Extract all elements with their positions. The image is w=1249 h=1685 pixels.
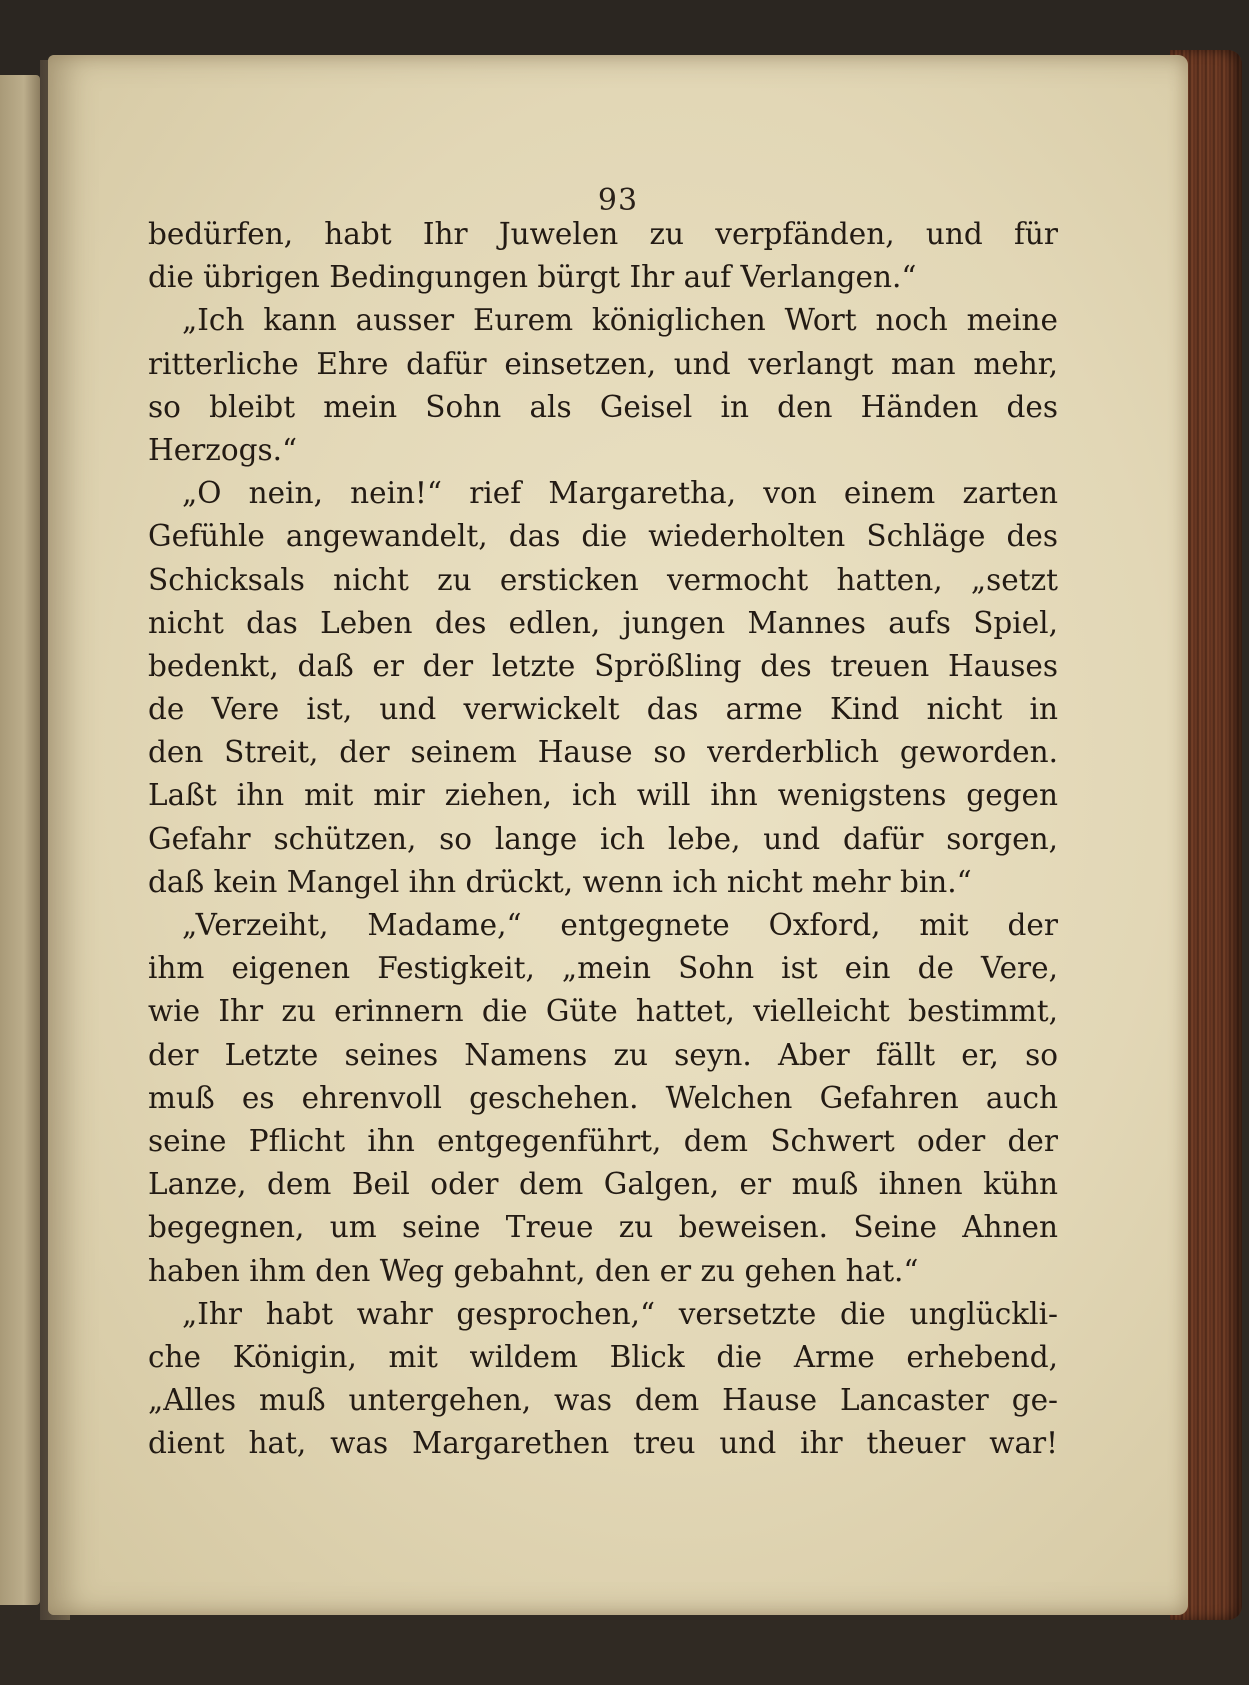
left-page-edge	[0, 75, 40, 1605]
text-line: „Verzeiht, Madame,“ entgegnete Oxford, mit der	[182, 908, 1058, 942]
text-line: die übrigen Bedingungen bürgt Ihr auf Verlangen.“	[148, 260, 917, 295]
text-line: Herzogs.“	[148, 432, 298, 467]
text-line: „Ihr habt wahr gesprochen,“ versetzte die unglückli-	[182, 1296, 1058, 1331]
text-line: daß kein Mangel ihn drückt, wenn ich nicht mehr bin.“	[148, 864, 972, 899]
text-line: ihm eigenen Festigkeit, „mein Sohn ist ein de Vere,	[148, 951, 1058, 986]
page-text	[148, 213, 1058, 1465]
text-line: der Letzte seines Namens zu seyn. Aber fällt er, so	[148, 1037, 1058, 1072]
text-line: Gefahr schützen, so lange ich lebe, und dafür sorgen,	[148, 821, 1058, 856]
text-line: muß es ehrenvoll geschehen. Welchen Gefahren auch	[148, 1080, 1058, 1115]
text-line: begegnen, um seine Treue zu beweisen. Seine Ahnen	[148, 1210, 1058, 1245]
text-line: „O nein, nein!“ rief Margaretha, von einem zarten	[182, 476, 1058, 511]
text-line: „Alles muß untergehen, was dem Hause Lancaster ge-	[148, 1383, 1058, 1418]
text-line: bedürfen, habt Ihr Juwelen zu verpfänden, und für	[148, 217, 1058, 251]
text-line: Schicksals nicht zu ersticken vermocht hatten, „setzt	[148, 562, 1058, 597]
text-line: bedenkt, daß er der letzte Sprößling des treuen Hauses	[148, 648, 1058, 683]
text-line: nicht das Leben des edlen, jungen Mannes aufs Spiel,	[148, 605, 1058, 640]
text-line: so bleibt mein Sohn als Geisel in den Händen des	[148, 389, 1058, 424]
text-line: Lanze, dem Beil oder dem Galgen, er muß ihnen kühn	[148, 1167, 1058, 1202]
page-number: 93	[597, 183, 639, 218]
text-line: dient hat, was Margarethen treu und ihr theuer war!	[148, 1426, 1058, 1461]
text-line: Gefühle angewandelt, das die wiederholten Schläge des	[148, 519, 1058, 554]
text-line: de Vere ist, und verwickelt das arme Kind nicht in	[148, 692, 1058, 727]
text-line: wie Ihr zu erinnern die Güte hattet, vielleicht bestimmt,	[148, 994, 1058, 1029]
text-line: haben ihm den Weg gebahnt, den er zu gehen hat.“	[148, 1253, 919, 1288]
text-line: Laßt ihn mit mir ziehen, ich will ihn wenigstens gegen	[148, 778, 1058, 813]
text-line: „Ich kann ausser Eurem königlichen Wort noch meine	[182, 303, 1058, 338]
book-page	[48, 55, 1188, 1615]
text-line: seine Pflicht ihn entgegenführt, dem Schwert oder der	[148, 1123, 1058, 1158]
text-line: ritterliche Ehre dafür einsetzen, und verlangt man mehr,	[148, 346, 1058, 381]
text-line: den Streit, der seinem Hause so verderblich geworden.	[148, 735, 1058, 770]
text-line: che Königin, mit wildem Blick die Arme erhebend,	[148, 1339, 1058, 1374]
